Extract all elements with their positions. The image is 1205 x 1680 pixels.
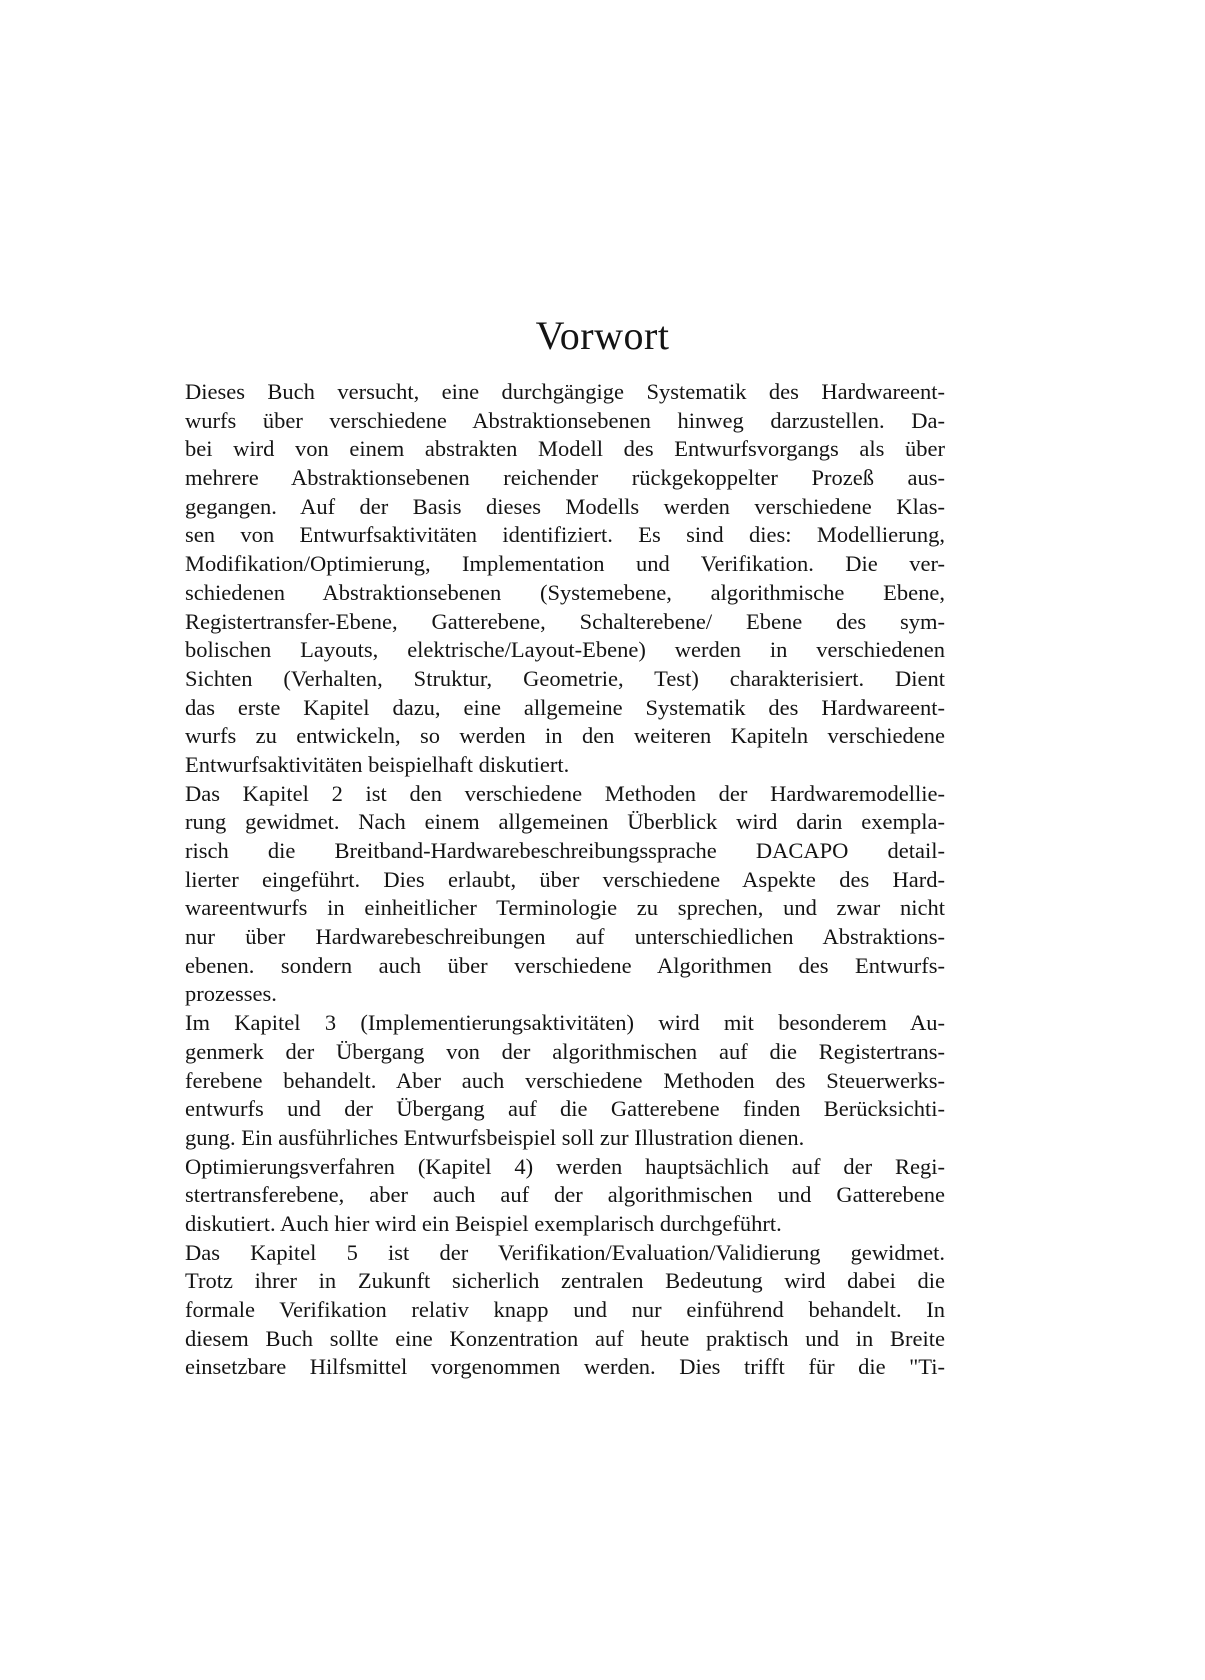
- text-line: sen von Entwurfsaktivitäten identifiziert. Es sind dies: Modellierung,: [185, 522, 945, 548]
- text-line: wurfs über verschiedene Abstraktionsebenen hinweg darzustellen. Da-: [185, 407, 945, 433]
- body-text: [185, 378, 945, 1382]
- text-line: bei wird von einem abstrakten Modell des Entwurfsvorgangs als über: [185, 436, 945, 462]
- chapter-title: Vorwort: [535, 313, 670, 358]
- text-line: Im Kapitel 3 (Implementierungsaktivitäten) wird mit besonderem Au-: [185, 1010, 945, 1036]
- text-line: Das Kapitel 2 ist den verschiedene Methoden der Hardwaremodellie-: [185, 780, 945, 806]
- text-line: Registertransfer-Ebene, Gatterebene, Schalterebene/ Ebene des sym-: [185, 608, 945, 634]
- text-line: diesem Buch sollte eine Konzentration auf heute praktisch und in Breite: [185, 1325, 945, 1351]
- text-line: Entwurfsaktivitäten beispielhaft diskutiert.: [185, 751, 570, 777]
- text-line: entwurfs und der Übergang auf die Gatterebene finden Berücksichti-: [185, 1096, 945, 1122]
- text-line: Trotz ihrer in Zukunft sicherlich zentralen Bedeutung wird dabei die: [185, 1268, 945, 1294]
- text-line: stertransferebene, aber auch auf der algorithmischen und Gatterebene: [185, 1182, 945, 1208]
- text-line: Das Kapitel 5 ist der Verifikation/Evaluation/Validierung gewidmet.: [185, 1239, 945, 1265]
- text-line: ebenen. sondern auch über verschiedene Algorithmen des Entwurfs-: [185, 952, 945, 978]
- text-line: risch die Breitband-Hardwarebeschreibungssprache DACAPO detail-: [185, 838, 945, 863]
- text-line: schiedenen Abstraktionsebenen (Systemebene, algorithmische Ebene,: [185, 579, 945, 605]
- text-line: formale Verifikation relativ knapp und nur einführend behandelt. In: [185, 1297, 945, 1322]
- text-line: rung gewidmet. Nach einem allgemeinen Überblick wird darin exempla-: [185, 809, 945, 835]
- text-line: genmerk der Übergang von der algorithmischen auf die Registertrans-: [185, 1038, 945, 1064]
- text-line: Dieses Buch versucht, eine durchgängige Systematik des Hardwareent-: [185, 379, 945, 404]
- text-line: Modifikation/Optimierung, Implementation und Verifikation. Die ver-: [185, 551, 945, 577]
- text-line: mehrere Abstraktionsebenen reichender rückgekoppelter Prozeß aus-: [185, 465, 945, 491]
- text-line: ferebene behandelt. Aber auch verschiedene Methoden des Steuerwerks-: [185, 1067, 945, 1093]
- text-line: wurfs zu entwickeln, so werden in den weiteren Kapiteln verschiedene: [185, 723, 945, 749]
- text-line: gegangen. Auf der Basis dieses Modells werden verschiedene Klas-: [185, 493, 945, 519]
- text-line: Optimierungsverfahren (Kapitel 4) werden hauptsächlich auf der Regi-: [185, 1153, 945, 1179]
- text-line: lierter eingeführt. Dies erlaubt, über verschiedene Aspekte des Hard-: [185, 866, 945, 892]
- text-line: bolischen Layouts, elektrische/Layout-Ebene) werden in verschiedenen: [185, 637, 945, 663]
- text-line: prozesses.: [185, 981, 277, 1007]
- text-line: Sichten (Verhalten, Struktur, Geometrie, Test) charakterisiert. Dient: [185, 665, 945, 691]
- text-line: das erste Kapitel dazu, eine allgemeine Systematik des Hardwareent-: [185, 694, 945, 720]
- text-line: einsetzbare Hilfsmittel vorgenommen werden. Dies trifft für die "Ti-: [185, 1354, 945, 1380]
- text-line: gung. Ein ausführliches Entwurfsbeispiel soll zur Illustration dienen.: [185, 1124, 805, 1150]
- text-line: nur über Hardwarebeschreibungen auf unterschiedlichen Abstraktions-: [185, 924, 945, 950]
- text-line: diskutiert. Auch hier wird ein Beispiel exemplarisch durchgeführt.: [185, 1210, 782, 1236]
- text-line: wareentwurfs in einheitlicher Terminologie zu sprechen, und zwar nicht: [185, 895, 945, 921]
